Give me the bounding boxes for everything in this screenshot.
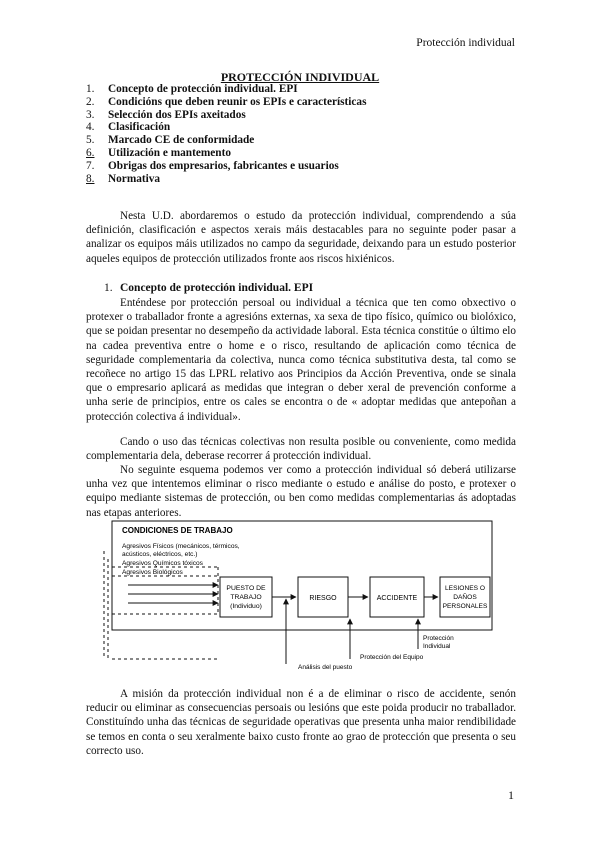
post-label: PUESTO DE [226,585,266,592]
toc-item [86,121,526,134]
section-heading [104,282,313,294]
post-label: TRABAJO [230,594,262,601]
closing-text: A misión da protección individual non é a de eliminar o risco de accidente, senón reducir ou eliminar as consecuencias persoais ou lesións que este poida producir no traballador. Constituíndo unha das técnicas de seguridade operativas que presenta unha maior rendibilidade se temos en conta o seu xeralmente baixo custo fronte ao grao de protección que presenta o seu correcto uso. [86,688,516,757]
post-label: (Individuo) [230,603,262,610]
paragraph-text: Enténdese por protección persoal ou individual a técnica que ten como obxectivo o protexer o traballador fronte a agresións externas, xa sexa de tipo físico, químico ou biolóxico, que se poidan presentar no desempeño da actividade laboral. Esta técnica constitúe o último elo na cadea preventiva entre o home e o risco, resultando de aplicación como técnica de seguridade complementaria da colectiva, nunca como técnica substitutiva desta, tal como se recoñece no artigo 15 das LPRL relativo aos Principios da Acción Preventiva, onde se sinala que o empresario aplicará as medidas que integran o deber xeral de prevención conforme a unha serie de principios, entre os cales se encontra o de « adoptar medidas que antepoñan a protección colectiva á individual». [86,297,516,423]
toc-label: Marcado CE de conformidade [108,134,255,147]
page-number: 1 [508,788,514,802]
intro-paragraph [86,209,516,266]
agent-physical-detail: acústicos, eléctricos, etc.) [122,551,198,558]
post-analysis-label: Análisis del puesto [298,664,353,671]
toc-number: 1. [86,83,95,95]
injury-label: DAÑOS [453,594,477,601]
intro-text: Nesta U.D. abordaremos o estudo da protección individual, comprendendo a súa definición, clasificación e aspectos xerais máis destacables para no seguinte poder pasar a analizar os equipos máis utilizados no campo da seguridade, deixando para un estudo posterior aqueles equipos de protección utilizados fronte aos riscos hixiénicos. [86,210,516,265]
paragraph-text: No seguinte esquema podemos ver como a protección individual só deberá utilizarse unha vez que intentemos eliminar o risco mediante o estudo e análise do posto, e protexer o equipo mediante sistemas de protección, ou ben como medidas complementarias ás adoptadas nas etapas anteriores. [86,464,516,519]
section-title: Concepto de protección individual. EPI [120,282,314,294]
section-paragraph [86,296,516,424]
toc-item [86,96,526,109]
section-paragraph [86,435,516,463]
injury-label: LESIONES O [445,585,485,592]
agent-chemical: Agresivos Químicos tóxicos [122,560,203,567]
individual-protection-label: Protección [423,635,454,642]
individual-protection-label: Individual [423,643,451,650]
equipment-protection-label: Protección del Equipo [360,654,424,661]
toc-label: Concepto de protección individual. EPI [108,83,298,95]
prevention-flow-diagram [98,519,494,671]
toc-number: 4. [86,121,95,134]
toc-number: 3. [86,108,95,121]
toc-label: Clasificación [108,121,171,134]
toc-number: 2. [86,95,95,108]
toc-label: Normativa [108,172,161,185]
toc-number: 8. [86,172,95,185]
toc-label: Selección dos EPIs axeitados [108,108,246,121]
toc-number: 7. [86,159,95,172]
section-paragraph [86,463,516,520]
toc-label: Obrigas dos empresarios, fabricantes e usuarios [108,159,339,172]
agent-physical: Agresivos Físicos (mecánicos, térmicos, [122,543,240,550]
toc-item [86,160,526,173]
toc-number: 6. [86,146,95,159]
table-of-contents [86,83,526,185]
paragraph-text: Cando o uso das técnicas colectivas non resulta posible ou conveniente, como medida complementaria dela, deberase recorrer á protección individual. [86,436,516,463]
toc-item [86,134,526,147]
conditions-title: CONDICIONES DE TRABAJO [122,526,233,535]
toc-number: 5. [86,134,95,147]
running-header: Protección individual [416,37,515,49]
toc-item [86,83,526,96]
toc-label: Condicións que deben reunir os EPIs e características [108,95,367,108]
accident-label: ACCIDENTE [376,595,418,602]
section-number: 1. [104,282,113,294]
injury-label: PERSONALES [442,603,488,610]
closing-paragraph [86,687,516,758]
risk-label: RIESGO [309,595,337,602]
agent-biological: Agresivos Biológicos [122,569,183,576]
document-title: PROTECCIÓN INDIVIDUAL [220,70,380,84]
toc-label: Utilización e mantemento [108,146,231,159]
toc-item [86,147,526,160]
toc-item [86,109,526,122]
toc-item [86,173,526,186]
